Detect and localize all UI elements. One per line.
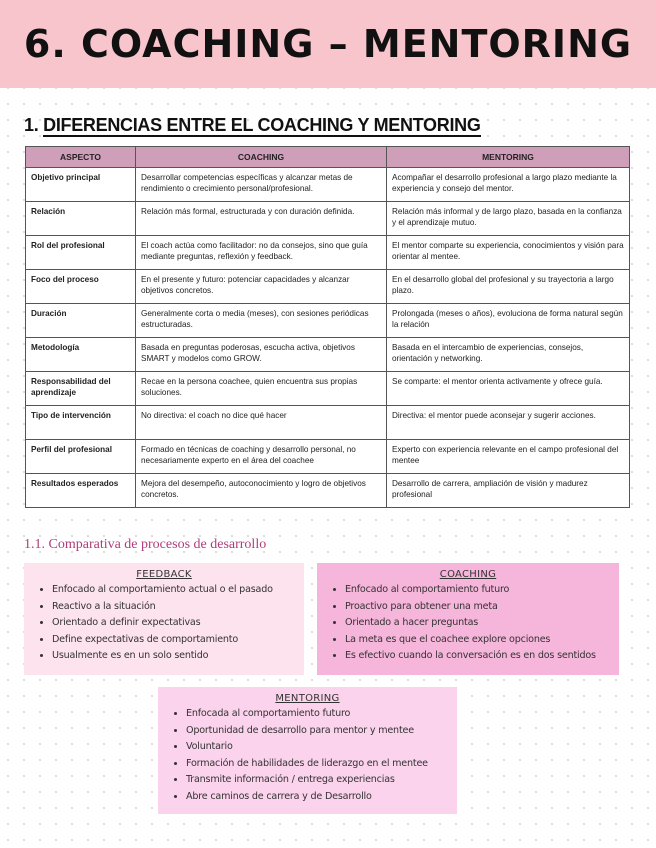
table-row: [26, 236, 630, 270]
coaching-cell: Formado en técnicas de coaching y desarrollo personal, no necesariamente experto en el área del coachee: [136, 440, 387, 474]
table-row: [26, 168, 630, 202]
list-item: • Oportunidad de desarrollo para mentor y mentee: [186, 723, 457, 740]
page-title: 6. COACHING – MENTORING: [23, 22, 633, 66]
list-item: • Es efectivo cuando la conversación es en dos sentidos: [345, 648, 619, 665]
coaching-title: COACHING: [439, 569, 497, 580]
table-row: [26, 406, 630, 440]
feedback-list: [24, 582, 304, 665]
list-item: • Define expectativas de comportamiento: [52, 632, 304, 649]
comparison-table: [25, 146, 630, 508]
mentoring-cell: Relación más informal y de largo plazo, basada en la confianza y el aprendizaje mutuo.: [387, 202, 630, 236]
coaching-list: [317, 582, 619, 665]
feedback-box: [24, 563, 304, 675]
mentoring-cell: El mentor comparte su experiencia, conocimientos y visión para orientar al mentee.: [387, 236, 630, 270]
coaching-cell: Relación más formal, estructurada y con duración definida.: [136, 202, 387, 236]
aspect-cell: Duración: [26, 304, 136, 338]
table-row: [26, 202, 630, 236]
coaching-cell: Recae en la persona coachee, quien encuentra sus propias soluciones.: [136, 372, 387, 406]
mentoring-title: MENTORING: [275, 693, 340, 704]
title-banner: [0, 0, 656, 88]
mentoring-cell: Experto con experiencia relevante en el campo profesional del mentee: [387, 440, 630, 474]
table-row: [26, 304, 630, 338]
mentoring-cell: Se comparte: el mentor orienta activamente y ofrece guía.: [387, 372, 630, 406]
column-header-mentoring: MENTORING: [387, 147, 630, 168]
list-item: • Formación de habilidades de liderazgo en el mentee: [186, 756, 457, 773]
coaching-cell: En el presente y futuro: potenciar capacidades y alcanzar objetivos concretos.: [136, 270, 387, 304]
list-item: • Transmite información / entrega experiencias: [186, 772, 457, 789]
coaching-cell: No directiva: el coach no dice qué hacer: [136, 406, 387, 440]
list-item: • Enfocado al comportamiento futuro: [345, 582, 619, 599]
aspect-cell: Resultados esperados: [26, 474, 136, 508]
column-header-aspecto: ASPECTO: [26, 147, 136, 168]
table-header-row: [26, 147, 630, 168]
coaching-cell: Basada en preguntas poderosas, escucha activa, objetivos SMART y modelos como GROW.: [136, 338, 387, 372]
mentoring-list: [158, 706, 457, 806]
list-item: • Abre caminos de carrera y de Desarrollo: [186, 789, 457, 806]
mentoring-box: [158, 687, 457, 814]
list-item: • Usualmente es en un solo sentido: [52, 648, 304, 665]
aspect-cell: Metodología: [26, 338, 136, 372]
list-item: • Voluntario: [186, 739, 457, 756]
mentoring-cell: Prolongada (meses o años), evoluciona de forma natural según la relación: [387, 304, 630, 338]
mentoring-cell: Desarrollo de carrera, ampliación de visión y madurez profesional: [387, 474, 630, 508]
section-number: 1.: [24, 115, 39, 135]
coaching-cell: Mejora del desempeño, autoconocimiento y logro de objetivos concretos.: [136, 474, 387, 508]
table-row: [26, 440, 630, 474]
coaching-cell: Desarrollar competencias específicas y alcanzar metas de rendimiento o crecimiento personal/profesional.: [136, 168, 387, 202]
subsection-heading: 1.1. Comparativa de procesos de desarrollo: [24, 537, 267, 552]
mentoring-cell: En el desarrollo global del profesional y su trayectoria a largo plazo.: [387, 270, 630, 304]
feedback-title: FEEDBACK: [136, 569, 192, 580]
aspect-cell: Objetivo principal: [26, 168, 136, 202]
section-heading: [24, 115, 481, 136]
list-item: • Enfocado al comportamiento actual o el pasado: [52, 582, 304, 599]
coaching-cell: Generalmente corta o media (meses), con sesiones periódicas estructuradas.: [136, 304, 387, 338]
aspect-cell: Responsabilidad del aprendizaje: [26, 372, 136, 406]
coaching-box: [317, 563, 619, 675]
mentoring-cell: Directiva: el mentor puede aconsejar y sugerir acciones.: [387, 406, 630, 440]
aspect-cell: Perfil del profesional: [26, 440, 136, 474]
mentoring-cell: Acompañar el desarrollo profesional a largo plazo mediante la experiencia y consejo del mentor.: [387, 168, 630, 202]
table-row: [26, 372, 630, 406]
aspect-cell: Foco del proceso: [26, 270, 136, 304]
aspect-cell: Tipo de intervención: [26, 406, 136, 440]
section-title: DIFERENCIAS ENTRE EL COACHING Y MENTORING: [43, 115, 481, 135]
list-item: • Proactivo para obtener una meta: [345, 599, 619, 616]
list-item: • Orientado a definir expectativas: [52, 615, 304, 632]
table-row: [26, 338, 630, 372]
aspect-cell: Relación: [26, 202, 136, 236]
table-row: [26, 270, 630, 304]
column-header-coaching: COACHING: [136, 147, 387, 168]
coaching-cell: El coach actúa como facilitador: no da consejos, sino que guía mediante preguntas, reflexión y feedback.: [136, 236, 387, 270]
table-row: [26, 474, 630, 508]
list-item: • Orientado a hacer preguntas: [345, 615, 619, 632]
list-item: • Enfocada al comportamiento futuro: [186, 706, 457, 723]
list-item: • Reactivo a la situación: [52, 599, 304, 616]
aspect-cell: Rol del profesional: [26, 236, 136, 270]
list-item: • La meta es que el coachee explore opciones: [345, 632, 619, 649]
mentoring-cell: Basada en el intercambio de experiencias, consejos, orientación y networking.: [387, 338, 630, 372]
